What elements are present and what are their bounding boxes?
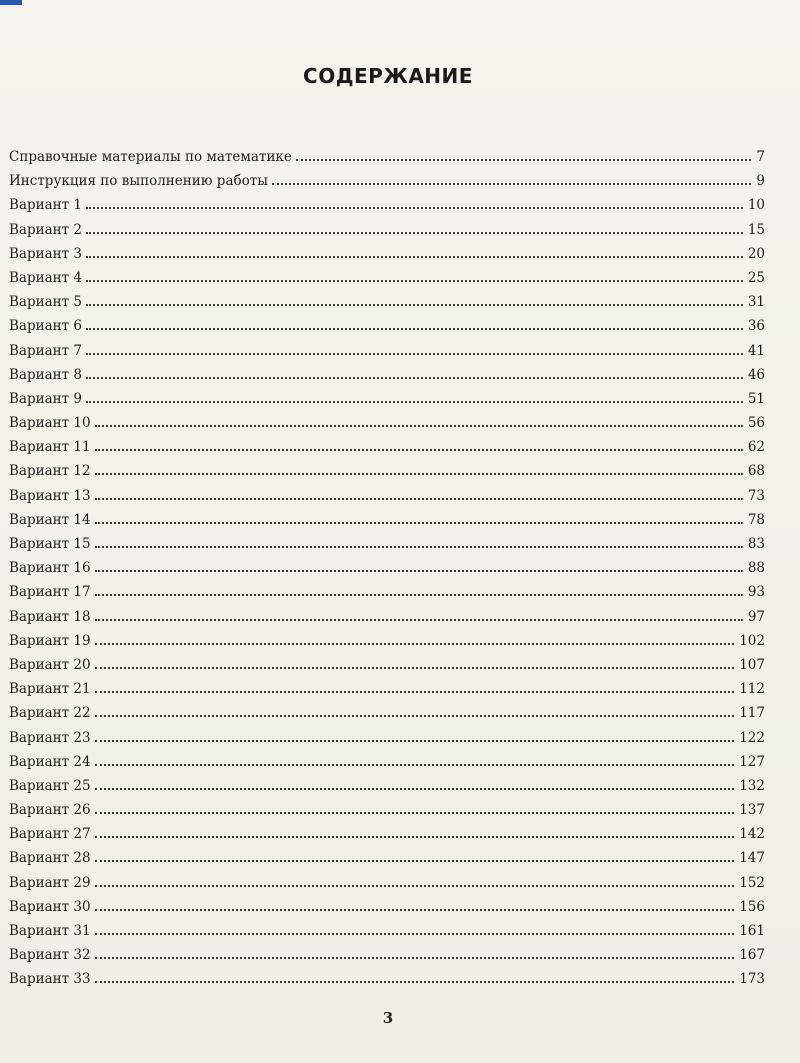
toc-entry-page: 102 — [739, 632, 765, 649]
toc-entry — [9, 677, 765, 701]
toc-entry-page: 15 — [747, 221, 765, 238]
toc-entry-label: Вариант 4 — [9, 269, 83, 286]
toc-entry-label: Вариант 17 — [9, 584, 91, 601]
toc-entry-label: Вариант 21 — [9, 681, 91, 698]
toc-entry-page: 107 — [739, 656, 765, 673]
toc-entry-label: Вариант 14 — [9, 511, 91, 528]
toc-entry-page: 46 — [747, 366, 765, 383]
toc-dot-leader — [86, 304, 743, 306]
toc-entry-page: 56 — [747, 415, 765, 432]
table-of-contents — [9, 145, 765, 992]
toc-entry — [9, 774, 765, 798]
page-number: 3 — [382, 1009, 394, 1027]
toc-dot-leader — [86, 328, 743, 330]
toc-entry-page: 137 — [739, 802, 765, 819]
toc-entry — [9, 556, 765, 580]
toc-entry-label: Вариант 27 — [9, 826, 91, 843]
toc-entry-label: Вариант 26 — [9, 802, 91, 819]
toc-entry — [9, 943, 765, 967]
toc-entry-label: Вариант 2 — [9, 221, 83, 238]
toc-entry — [9, 363, 765, 387]
toc-entry — [9, 895, 765, 919]
toc-dot-leader — [95, 691, 735, 693]
toc-dot-leader — [95, 522, 743, 524]
toc-dot-leader — [86, 280, 743, 282]
toc-entry — [9, 750, 765, 774]
toc-dot-leader — [95, 619, 743, 621]
toc-entry-page: 7 — [756, 149, 765, 165]
toc-entry-page: 122 — [739, 729, 765, 746]
toc-entry-page: 93 — [747, 584, 765, 601]
toc-dot-leader — [86, 377, 743, 379]
toc-entry — [9, 193, 765, 217]
toc-dot-leader — [95, 860, 735, 862]
toc-dot-leader — [95, 788, 735, 790]
toc-entry-page: 78 — [747, 511, 765, 528]
toc-entry-label: Вариант 10 — [9, 415, 91, 432]
toc-entry-page: 25 — [747, 269, 765, 286]
toc-entry-label: Вариант 20 — [9, 656, 91, 673]
toc-entry-label: Вариант 22 — [9, 705, 91, 722]
toc-entry-label: Вариант 9 — [9, 390, 83, 407]
toc-entry — [9, 290, 765, 314]
toc-dot-leader — [95, 764, 735, 766]
toc-entry-label: Вариант 7 — [9, 342, 83, 359]
toc-entry-label: Вариант 8 — [9, 366, 83, 383]
toc-dot-leader — [95, 933, 735, 935]
toc-dot-leader — [86, 353, 743, 355]
toc-dot-leader — [95, 546, 743, 548]
toc-entry-page: 62 — [747, 439, 765, 456]
toc-entry-page: 142 — [739, 826, 765, 843]
toc-entry-page: 73 — [747, 487, 765, 504]
toc-entry-label: Вариант 13 — [9, 487, 91, 504]
toc-dot-leader — [86, 232, 743, 234]
toc-entry-label: Вариант 30 — [9, 898, 91, 915]
toc-dot-leader — [95, 885, 735, 887]
toc-entry — [9, 822, 765, 846]
toc-entry-label: Вариант 25 — [9, 777, 91, 794]
toc-entry — [9, 629, 765, 653]
toc-dot-leader — [296, 159, 752, 161]
toc-dot-leader — [86, 256, 743, 258]
toc-entry-label: Вариант 16 — [9, 560, 91, 577]
toc-entry — [9, 169, 765, 193]
toc-entry — [9, 798, 765, 822]
toc-entry-page: 9 — [756, 173, 765, 190]
toc-entry — [9, 508, 765, 532]
toc-dot-leader — [95, 667, 735, 669]
toc-entry-label: Вариант 3 — [9, 245, 83, 262]
toc-dot-leader — [95, 449, 743, 451]
toc-dot-leader — [95, 594, 743, 596]
toc-entry-page: 173 — [739, 971, 765, 988]
corner-accent — [0, 0, 22, 5]
toc-entry-label: Вариант 24 — [9, 753, 91, 770]
toc-entry-page: 41 — [747, 342, 765, 359]
toc-entry — [9, 532, 765, 556]
toc-entry-page: 117 — [739, 705, 765, 722]
toc-dot-leader — [86, 207, 743, 209]
toc-entry-page: 68 — [747, 463, 765, 480]
toc-entry-label: Инструкция по выполнению работы — [9, 173, 268, 190]
toc-entry-page: 51 — [747, 390, 765, 407]
toc-entry — [9, 314, 765, 338]
toc-entry-label: Вариант 11 — [9, 439, 91, 456]
toc-entry — [9, 459, 765, 483]
toc-entry — [9, 242, 765, 266]
toc-dot-leader — [272, 183, 751, 185]
toc-dot-leader — [95, 643, 735, 645]
toc-entry — [9, 145, 765, 169]
toc-entry — [9, 871, 765, 895]
page-title: СОДЕРЖАНИЕ — [303, 64, 473, 88]
toc-entry-label: Вариант 5 — [9, 294, 83, 311]
toc-entry — [9, 339, 765, 363]
toc-entry-label: Вариант 1 — [9, 197, 83, 214]
toc-entry-label: Вариант 29 — [9, 874, 91, 891]
toc-entry — [9, 919, 765, 943]
toc-entry — [9, 411, 765, 435]
toc-entry — [9, 846, 765, 870]
toc-dot-leader — [95, 498, 743, 500]
toc-entry-page: 112 — [739, 681, 765, 698]
toc-dot-leader — [95, 812, 735, 814]
toc-entry-label: Вариант 33 — [9, 971, 91, 988]
toc-entry-page: 132 — [739, 777, 765, 794]
toc-dot-leader — [86, 401, 743, 403]
toc-entry-page: 31 — [747, 294, 765, 311]
toc-entry-label: Вариант 18 — [9, 608, 91, 625]
toc-entry-label: Вариант 32 — [9, 947, 91, 964]
toc-entry — [9, 387, 765, 411]
toc-dot-leader — [95, 473, 743, 475]
toc-entry-label: Вариант 15 — [9, 536, 91, 552]
toc-dot-leader — [95, 909, 735, 911]
toc-entry — [9, 484, 765, 508]
toc-entry-page: 97 — [747, 608, 765, 625]
toc-entry-page: 147 — [739, 850, 765, 867]
toc-entry-label: Вариант 12 — [9, 463, 91, 480]
toc-entry-label: Справочные материалы по математике — [9, 149, 292, 165]
toc-dot-leader — [95, 715, 735, 717]
toc-entry-page: 36 — [747, 318, 765, 335]
toc-entry — [9, 605, 765, 629]
toc-entry — [9, 726, 765, 750]
toc-entry-label: Вариант 28 — [9, 850, 91, 867]
toc-entry-page: 152 — [739, 874, 765, 891]
toc-entry-page: 20 — [747, 245, 765, 262]
toc-entry-page: 156 — [739, 898, 765, 915]
toc-entry-label: Вариант 19 — [9, 632, 91, 649]
toc-entry-label: Вариант 6 — [9, 318, 83, 335]
toc-entry-page: 10 — [747, 197, 765, 214]
toc-entry — [9, 580, 765, 604]
toc-entry-label: Вариант 23 — [9, 729, 91, 746]
toc-dot-leader — [95, 425, 743, 427]
toc-entry-page: 127 — [739, 753, 765, 770]
toc-entry — [9, 266, 765, 290]
toc-dot-leader — [95, 570, 743, 572]
toc-entry — [9, 218, 765, 242]
toc-entry-page: 88 — [747, 560, 765, 577]
toc-dot-leader — [95, 957, 735, 959]
toc-dot-leader — [95, 740, 735, 742]
toc-entry — [9, 435, 765, 459]
toc-entry-label: Вариант 31 — [9, 923, 91, 939]
toc-entry — [9, 701, 765, 725]
toc-entry-page: 167 — [739, 947, 765, 964]
toc-entry — [9, 967, 765, 991]
toc-dot-leader — [95, 836, 735, 838]
toc-entry-page: 161 — [739, 923, 765, 939]
toc-dot-leader — [95, 981, 735, 983]
toc-entry-page: 83 — [747, 536, 765, 552]
toc-entry — [9, 653, 765, 677]
